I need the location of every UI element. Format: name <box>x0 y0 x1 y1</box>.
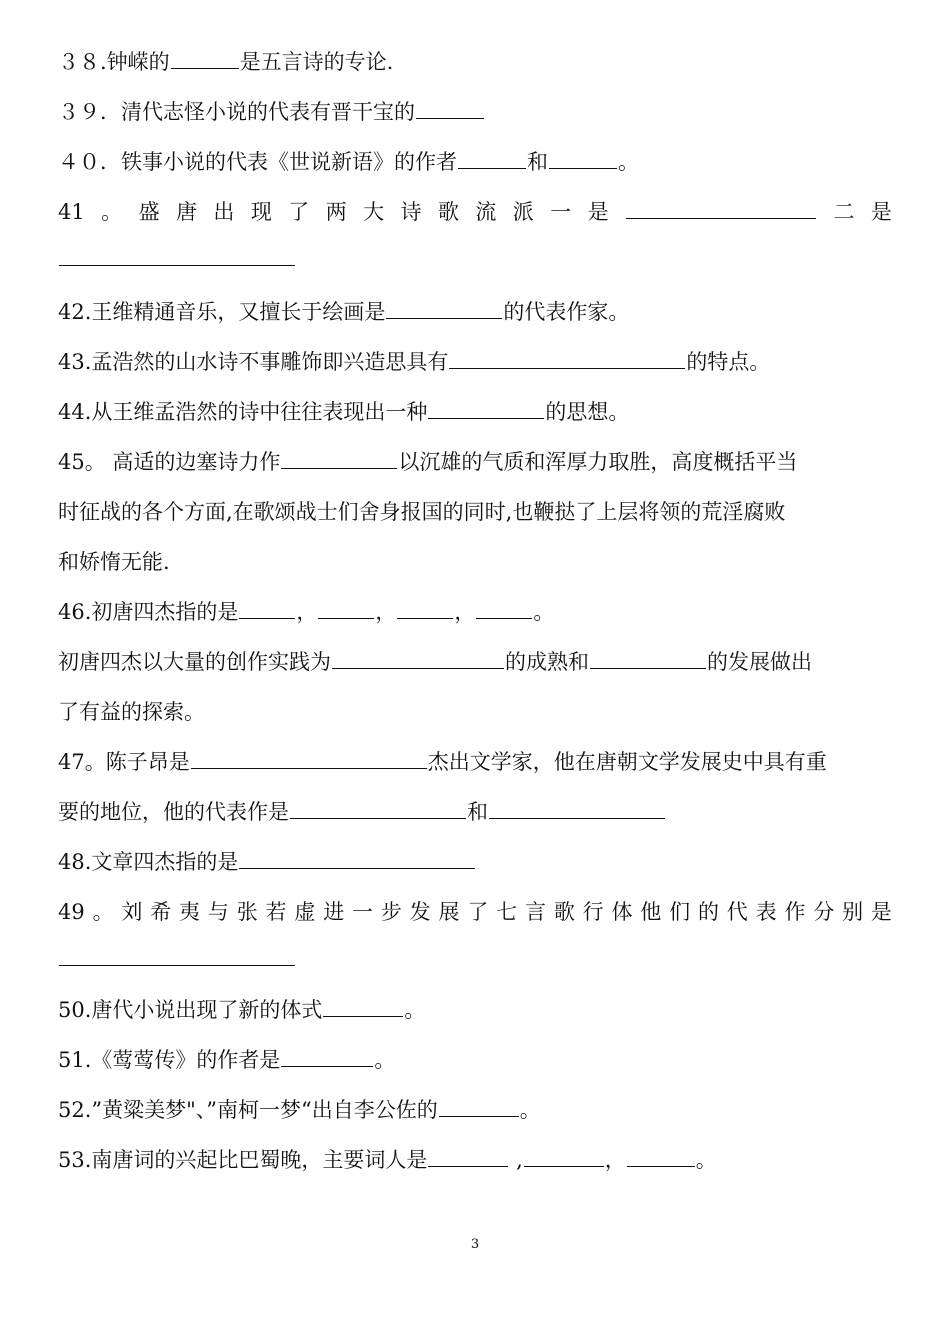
question-38: ３８.钟嵘的 是五言诗的专论. <box>58 50 394 74</box>
question-45-line2: 时征战的各个方面,在歌颂战士们舍身报国的同时,也鞭挞了上层将领的荒淫腐败 <box>58 500 786 524</box>
question-41-line2 <box>58 246 296 272</box>
answer-blank[interactable] <box>281 449 397 469</box>
question-45: 45。 高适的边塞诗力作 以沉雄的气质和浑厚力取胜，高度概括平当 <box>58 450 798 474</box>
answer-blank[interactable] <box>458 149 526 169</box>
answer-blank[interactable] <box>318 599 374 619</box>
answer-blank[interactable] <box>332 649 504 669</box>
answer-blank[interactable] <box>476 599 532 619</box>
answer-blank[interactable] <box>290 799 466 819</box>
question-51: 51.《莺莺传》的作者是 。 <box>58 1048 396 1072</box>
answer-blank[interactable] <box>524 1147 604 1167</box>
answer-blank[interactable] <box>323 997 403 1017</box>
question-48: 48.文章四杰指的是 <box>58 849 476 875</box>
question-47-line2: 要的地位，他的代表作是 和 <box>58 799 666 825</box>
answer-blank[interactable] <box>281 1047 373 1067</box>
answer-blank[interactable] <box>59 946 295 966</box>
page-number: 3 <box>470 1237 480 1252</box>
answer-blank[interactable] <box>386 299 502 319</box>
answer-blank[interactable] <box>171 49 239 69</box>
question-49: 49 。 刘 希 夷 与 张 若 虚 进 一 步 发 展 了 七 言 歌 行 体 他 们 的 代 表 作 分 别 是 <box>58 900 892 924</box>
answer-blank[interactable] <box>627 1147 695 1167</box>
answer-blank[interactable] <box>439 1097 519 1117</box>
question-52: 52.”黄粱美梦"、”南柯一梦“出自李公佐的 。 <box>58 1098 541 1122</box>
question-46-line3: 了有益的探索。 <box>58 700 205 724</box>
answer-blank[interactable] <box>626 199 816 219</box>
question-42: 42.王维精通音乐，又擅长于绘画是 的代表作家。 <box>58 300 630 324</box>
answer-blank[interactable] <box>428 399 544 419</box>
answer-blank[interactable] <box>191 749 427 769</box>
answer-blank[interactable] <box>428 1147 508 1167</box>
answer-blank[interactable] <box>449 349 685 369</box>
question-41: 41 。 盛 唐 出 现 了 两 大 诗 歌 流 派 一 是 二 是 <box>58 200 892 224</box>
question-39: ３９．清代志怪小说的代表有晋干宝的 <box>58 99 485 125</box>
question-53: 53.南唐词的兴起比巴蜀晚，主要词人是 , ， 。 <box>58 1148 717 1172</box>
question-45-line3: 和娇惰无能. <box>58 550 170 574</box>
question-46: 46.初唐四杰指的是 ， ， ， 。 <box>58 600 555 624</box>
answer-blank[interactable] <box>59 246 295 266</box>
answer-blank[interactable] <box>549 149 617 169</box>
question-40: ４０．铁事小说的代表《世说新语》的作者 和 。 <box>58 150 639 174</box>
answer-blank[interactable] <box>239 849 475 869</box>
answer-blank[interactable] <box>397 599 453 619</box>
answer-blank[interactable] <box>239 599 295 619</box>
answer-blank[interactable] <box>416 99 484 119</box>
question-47: 47。陈子昂是 杰出文学家，他在唐朝文学发展史中具有重 <box>58 750 827 774</box>
question-50: 50.唐代小说出现了新的体式 。 <box>58 998 426 1022</box>
answer-blank[interactable] <box>489 799 665 819</box>
question-46-line2: 初唐四杰以大量的创作实践为 的成熟和 的发展做出 <box>58 650 812 674</box>
question-43: 43.孟浩然的山水诗不事雕饰即兴造思具有 的特点。 <box>58 350 771 374</box>
question-44: 44.从王维孟浩然的诗中往往表现出一种 的思想。 <box>58 400 630 424</box>
question-49-line2 <box>58 946 296 972</box>
answer-blank[interactable] <box>590 649 706 669</box>
